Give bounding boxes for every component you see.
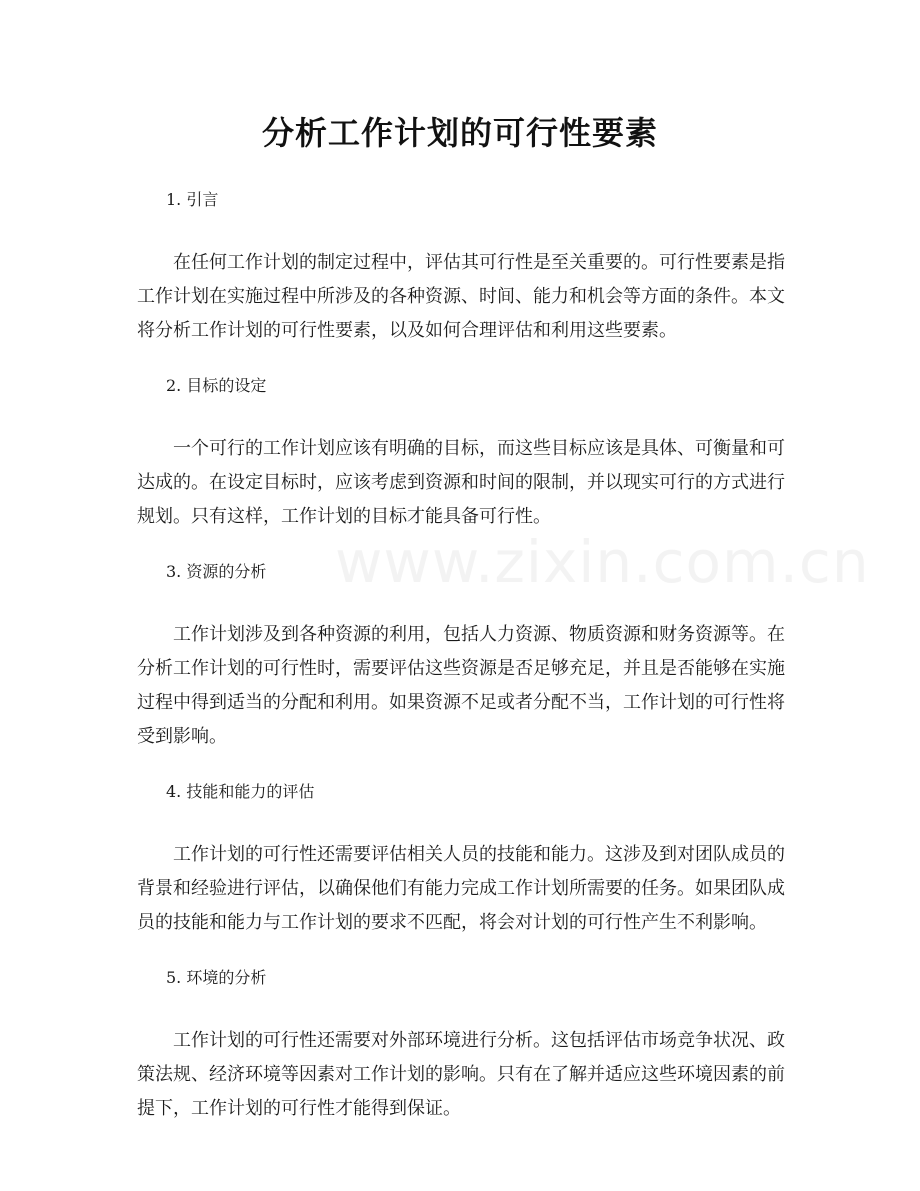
section-heading: 4. 技能和能力的评估 [166,782,315,801]
section-heading: 3. 资源的分析 [166,562,267,581]
section-resource-analysis [137,558,785,754]
section-paragraph: 工作计划涉及到各种资源的利用，包括人力资源、物质资源和财务资源等。在分析工作计划的可行性时，需要评估这些资源是否足够充足，并且是否能够在实施过程中得到适当的分配和利用。如果资源不足或者分配不当，工作计划的可行性将受到影响。 [137,624,785,747]
section-skills-assessment [137,778,785,940]
section-paragraph: 在任何工作计划的制定过程中，评估其可行性是至关重要的。可行性要素是指工作计划在实施过程中所涉及的各种资源、时间、能力和机会等方面的条件。本文将分析工作计划的可行性要素，以及如何合理评估和利用这些要素。 [137,252,785,341]
section-paragraph: 工作计划的可行性还需要评估相关人员的技能和能力。这涉及到对团队成员的背景和经验进行评估，以确保他们有能力完成工作计划所需要的任务。如果团队成员的技能和能力与工作计划的要求不匹配，将会对计划的可行性产生不利影响。 [137,844,785,933]
section-heading: 1. 引言 [166,190,219,209]
section-heading: 2. 目标的设定 [166,376,267,395]
section-environment-analysis [137,964,785,1126]
document-body [137,186,785,1150]
watermark: www.zixin.com.cn [335,528,870,596]
document-title: 分析工作计划的可行性要素 [261,114,658,152]
section-paragraph: 工作计划的可行性还需要对外部环境进行分析。这包括评估市场竞争状况、政策法规、经济环境等因素对工作计划的影响。只有在了解并适应这些环境因素的前提下，工作计划的可行性才能得到保证。 [137,1030,785,1119]
section-introduction [137,186,785,348]
section-goal-setting [137,372,785,534]
section-heading: 5. 环境的分析 [166,968,267,987]
section-paragraph: 一个可行的工作计划应该有明确的目标，而这些目标应该是具体、可衡量和可达成的。在设定目标时，应该考虑到资源和时间的限制，并以现实可行的方式进行规划。只有这样，工作计划的目标才能具备可行性。 [137,438,785,527]
